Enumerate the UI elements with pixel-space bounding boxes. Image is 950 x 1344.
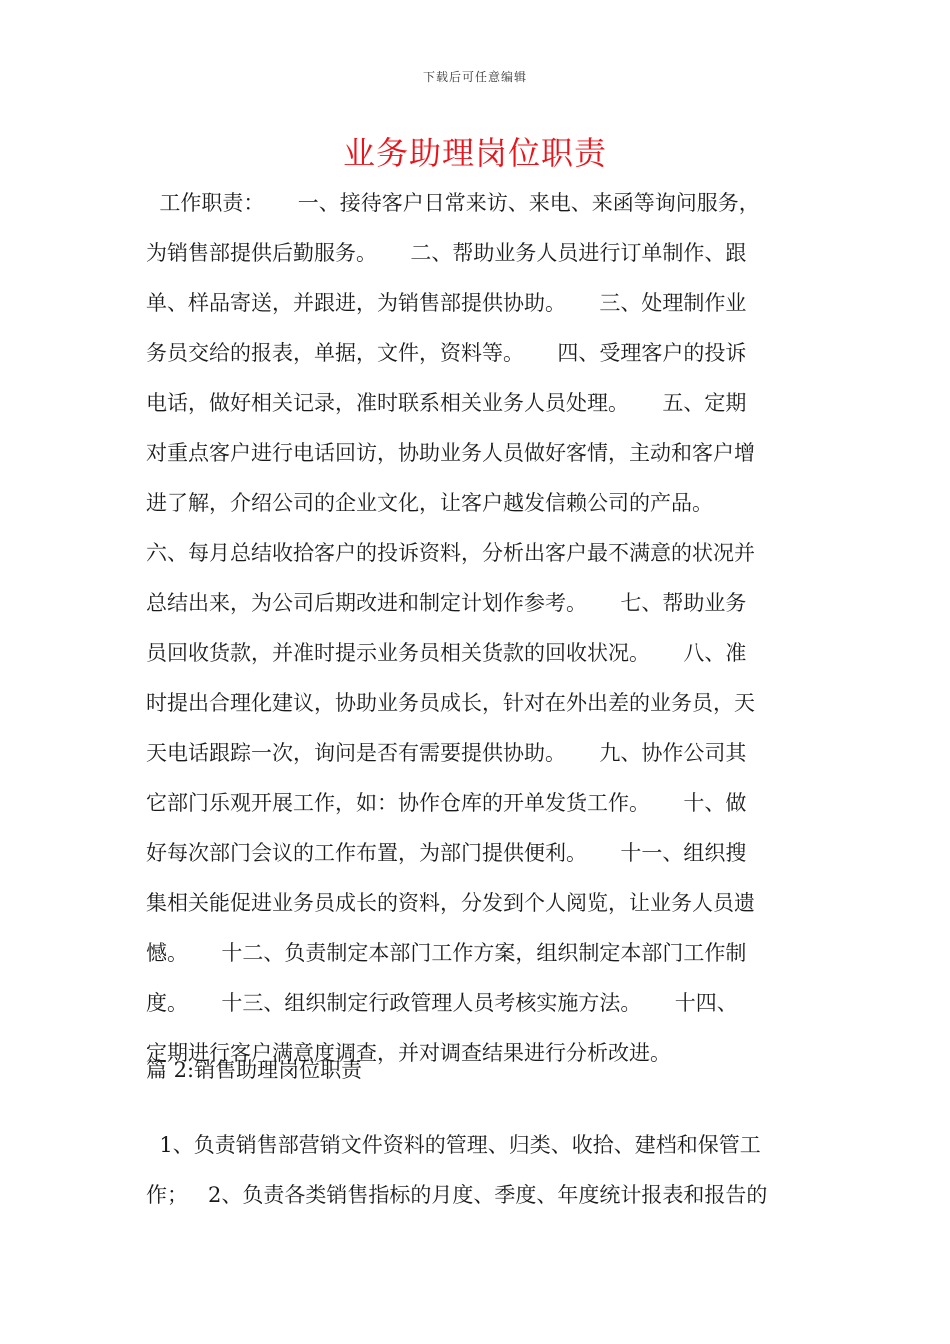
header-note: 下载后可任意编辑 xyxy=(422,70,527,84)
paragraph-line: 时提出合理化建议，协助业务员成长，针对在外出差的业务员，天 xyxy=(146,691,755,715)
paragraph-line: 定期进行客户满意度调查，并对调查结果进行分析改进。 xyxy=(146,1041,671,1065)
section-heading: 篇 2:销售助理岗位职责 xyxy=(146,1058,363,1082)
paragraph-line: 1、负责销售部营销文件资料的管理、归类、收拾、建档和保管工 xyxy=(146,1133,761,1157)
paragraph-sales-assistant xyxy=(146,1120,810,1220)
paragraph-line: 六、每月总结收拾客户的投诉资料，分析出客户最不满意的状况并 xyxy=(146,541,755,565)
paragraph-line: 天电话跟踪一次，询问是否有需要提供协助。 九、协作公司其 xyxy=(146,741,747,765)
paragraph-line: 务员交给的报表，单据，文件，资料等。 四、受理客户的投诉 xyxy=(146,341,747,365)
paragraph-line: 它部门乐观开展工作，如：协作仓库的开单发货工作。 十、做 xyxy=(146,791,747,815)
paragraph-line: 总结出来，为公司后期改进和制定计划作参考。 七、帮助业务 xyxy=(146,591,747,615)
page-title: 业务助理岗位职责 xyxy=(342,134,607,172)
paragraph-line: 度。 十三、组织制定行政管理人员考核实施方法。 十四、 xyxy=(146,991,738,1015)
paragraph-line: 进了解，介绍公司的企业文化，让客户越发信赖公司的产品。 xyxy=(146,491,713,515)
paragraph-line: 好每次部门会议的工作布置，为部门提供便利。 十一、组织搜 xyxy=(146,841,747,865)
paragraph-line: 员回收货款，并准时提示业务员相关货款的回收状况。 八、准 xyxy=(146,641,747,665)
paragraph-line: 集相关能促进业务员成长的资料，分发到个人阅览，让业务人员遗 xyxy=(146,891,755,915)
paragraph-line: 为销售部提供后勤服务。 二、帮助业务人员进行订单制作、跟 xyxy=(146,241,747,265)
paragraph-responsibilities xyxy=(146,178,810,1078)
paragraph-line: 单、样品寄送，并跟进，为销售部提供协助。 三、处理制作业 xyxy=(146,291,747,315)
paragraph-line: 憾。 十二、负责制定本部门工作方案，组织制定本部门工作制 xyxy=(146,941,747,965)
paragraph-line: 作； 2、负责各类销售指标的月度、季度、年度统计报表和报告的 xyxy=(146,1183,768,1207)
paragraph-line: 电话，做好相关记录，准时联系相关业务人员处理。 五、定期 xyxy=(146,391,747,415)
paragraph-line: 工作职责： 一、接待客户日常来访、来电、来函等询问服务， xyxy=(146,191,760,215)
paragraph-line: 对重点客户进行电话回访，协助业务人员做好客情，主动和客户增 xyxy=(146,441,755,465)
